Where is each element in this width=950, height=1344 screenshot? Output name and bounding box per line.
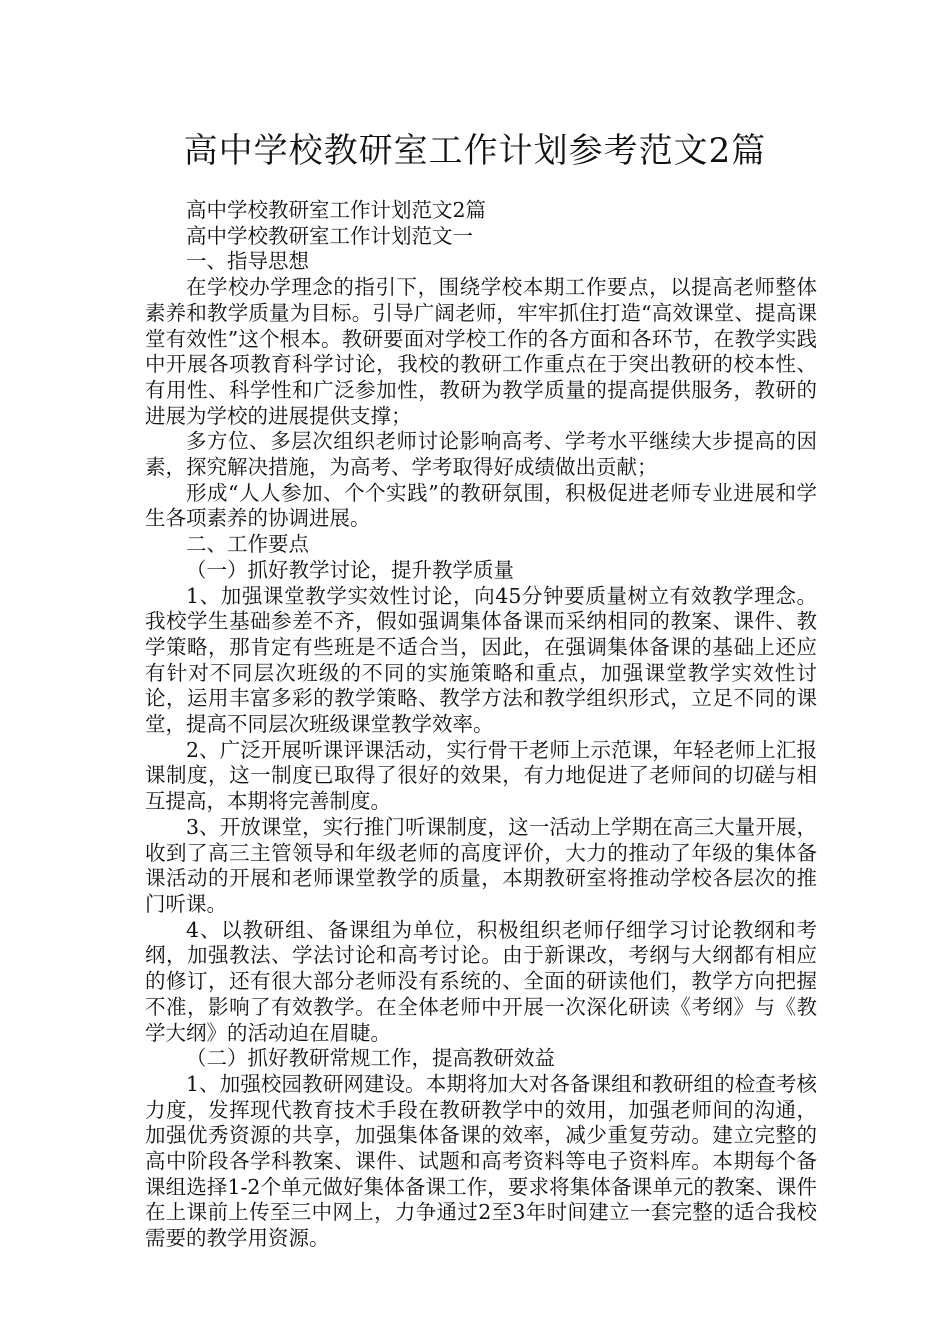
body-paragraph: 多方位、多层次组织老师讨论影响高考、学考水平继续大步提高的因素，探究解决措施，为高考、学考取得好成绩做出贡献； <box>145 429 817 480</box>
document-body <box>145 198 817 1252</box>
subheading-routine-work: （二）抓好教研常规工作，提高教研效益 <box>186 1046 555 1071</box>
body-paragraph: 形成“人人参加、个个实践”的教研氛围，积极促进老师专业进展和学生各项素养的协调进展。 <box>145 480 817 531</box>
body-paragraph: 4、以教研组、备课组为单位，积极组织老师仔细学习讨论教纲和考纲，加强教法、学法讨论和高考讨论。由于新课改，考纲与大纲都有相应的修订，还有很大部分老师没有系统的、全面的研读他们，教学方向把握不准，影响了有效教学。在全体老师中开展一次深化研读《考纲》与《教学大纲》的活动迫在眉睫。 <box>145 917 817 1045</box>
subheading-teaching-research: （一）抓好教学讨论，提升教学质量 <box>186 557 514 582</box>
body-paragraph: 3、开放课堂，实行推门听课制度，这一活动上学期在高三大量开展，收到了高三主管领导和年级老师的高度评价，大力的推动了年级的集体备课活动的开展和老师课堂教学的质量，本期教研室将推动学校各层次的推门听课。 <box>145 814 817 916</box>
body-paragraph: 在学校办学理念的指引下，围绕学校本期工作要点，以提高老师整体素养和教学质量为目标。引导广阔老师，牢牢抓住打造“高效课堂、提高课堂有效性”这个根本。教研要面对学校工作的各方面和各环节，在教学实践中开展各项教育科学讨论，我校的教研工作重点在于突出教研的校本性、有用性、科学性和广泛参加性，教研为教学质量的提高提供服务，教研的进展为学校的进展提供支撑； <box>145 275 817 428</box>
section-title-paragraph: 高中学校教研室工作计划范文一 <box>186 223 473 248</box>
document-title: 高中学校教研室工作计划参考范文2篇 <box>183 131 767 171</box>
heading-work-points: 二、工作要点 <box>186 532 309 557</box>
body-paragraph: 1、加强校园教研网建设。本期将加大对各备课组和教研组的检查考核力度，发挥现代教育技术手段在教研教学中的效用，加强老师间的沟通，加强优秀资源的共享，加强集体备课的效率，减少重复劳动。建立完整的高中阶段各学科教案、课件、试题和高考资料等电子资料库。本期每个备课组选择1-2个单元做好集体备课工作，要求将集体备课单元的教案、课件在上课前上传至三中网上，力争通过2至3年时间建立一套完整的适合我校需要的教学用资源。 <box>145 1071 817 1251</box>
body-paragraph: 2、广泛开展听课评课活动，实行骨干老师上示范课，年轻老师上汇报课制度，这一制度已取得了很好的效果，有力地促进了老师间的切磋与相互提高，本期将完善制度。 <box>145 737 817 814</box>
heading-guiding-ideology: 一、指导思想 <box>186 249 309 274</box>
subtitle-paragraph: 高中学校教研室工作计划范文2篇 <box>186 198 487 222</box>
body-paragraph: 1、加强课堂教学实效性讨论，向45分钟要质量树立有效教学理念。我校学生基础参差不齐，假如强调集体备课而采纳相同的教案、课件、教学策略，那肯定有些班是不适合当，因此，在强调集体备课的基础上还应有针对不同层次班级的不同的实施策略和重点，加强课堂教学实效性讨论，运用丰富多彩的教学策略、教学方法和教学组织形式，立足不同的课堂，提高不同层次班级课堂教学效率。 <box>145 583 817 737</box>
